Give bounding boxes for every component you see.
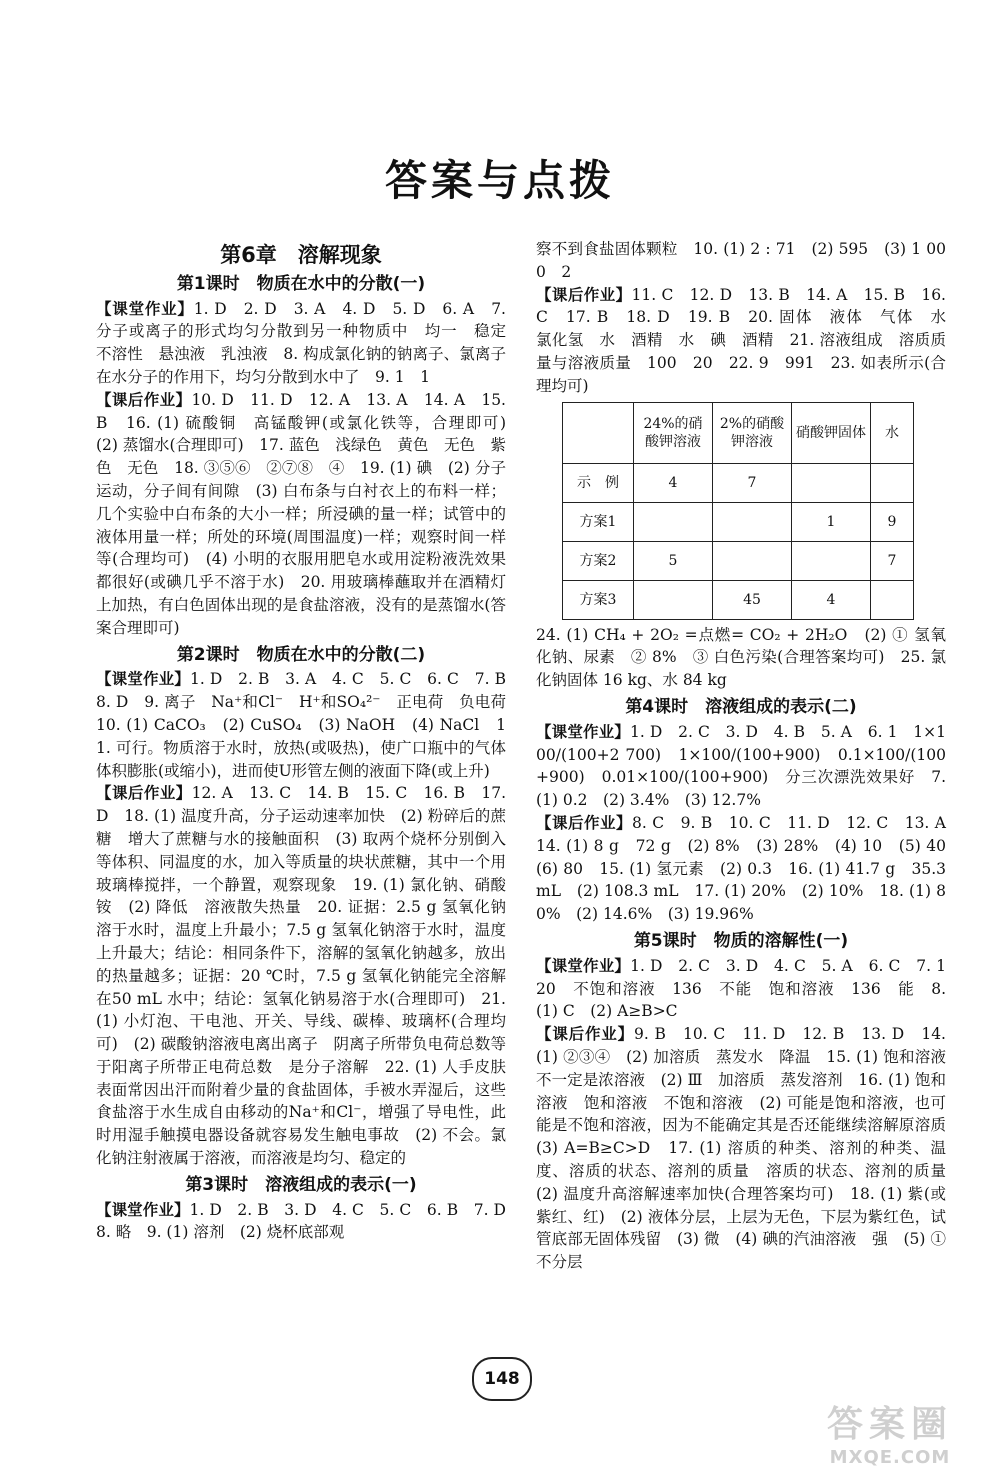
section-tag: 【课后作业】 bbox=[536, 813, 633, 832]
answer-text: 1. D 2. B 3. A 4. C 5. C 6. C 7. B 8. D 9. 离子 Na⁺和Cl⁻ H⁺和SO₄²⁻ 正电荷 负电荷 10. (1) CaCO₃ (2) CuSO₄ (3) NaOH (4) NaCl 11. 可行。物质溶于水时，放热(或吸热)，使广口瓶中的气体体积膨胀(或缩小)，进而使U形管左侧的液面下降(或上升) bbox=[96, 670, 522, 780]
table-header-cell bbox=[563, 402, 634, 463]
table-cell bbox=[871, 580, 914, 619]
table-cell bbox=[871, 463, 914, 502]
section-tag: 【课后作业】 bbox=[96, 784, 192, 803]
watermark-text: 答案圈 bbox=[826, 1404, 953, 1445]
table-header-cell: 水 bbox=[871, 402, 914, 463]
section-tag: 【课堂作业】 bbox=[96, 1200, 190, 1219]
answer-text: 10. D 11. D 12. A 13. A 14. A 15. B 16. (1) 硫酸铜 高锰酸钾(或氯化铁等，合理即可) (2) 蒸馏水(合理即可) 17. 蓝色 浅绿色 黄色 无色 紫色 无色 18. ③⑤⑥ ②⑦⑧ ④ 19. (1) 碘 (2) 分子运动，分子间有间隙 (3) 白布条与白衬衣上的布料一样；几个实验中白布条的大小一样；所浸碘的量一样；试管中的液体用量一样；所处的环境(周围温度)一样；观察时间一样等(合理均可) (4) 小明的衣服用肥皂水或用淀粉液洗效果都很好(或碘几乎不溶于水) 20. 用玻璃棒蘸取并在酒精灯上加热，有白色固体出现的是食盐溶液，没有的是蒸馏水(答案合理即可) bbox=[96, 390, 522, 637]
table-cell bbox=[634, 502, 713, 541]
section-tag: 【课后作业】 bbox=[536, 1025, 634, 1044]
answer-text: 1. D 2. C 3. D 4. C 5. A 6. C 7. 120 不饱和溶液 136 不能 饱和溶液 136 能 8. (1) C (2) A≥B>C bbox=[536, 956, 946, 1021]
table-cell: 7 bbox=[713, 463, 792, 502]
answer-paragraph: 察不到食盐固体颗粒 10. (1) 2 : 71 (2) 595 (3) 1 000 2 bbox=[536, 240, 946, 281]
table-cell bbox=[713, 502, 792, 541]
answer-paragraph bbox=[536, 284, 962, 398]
table-cell: 方案2 bbox=[563, 541, 634, 580]
section-tag: 【课堂作业】 bbox=[536, 722, 630, 741]
table-cell bbox=[713, 541, 792, 580]
answer-table bbox=[562, 402, 914, 620]
table-header-row bbox=[563, 402, 914, 463]
lesson-heading: 第4课时 溶液组成的表示(二) bbox=[625, 696, 857, 717]
answer-text: 1. D 2. B 3. D 4. C 5. C 6. B 7. D 8. 略 9. (1) 溶剂 (2) 烧杯底部观 bbox=[96, 1200, 522, 1242]
left-column bbox=[96, 238, 522, 1244]
answer-paragraph bbox=[536, 721, 946, 812]
table-cell: 方案3 bbox=[563, 580, 634, 619]
right-column bbox=[536, 238, 962, 1274]
table-header-cell: 24%的硝酸钾溶液 bbox=[634, 402, 713, 463]
table-row bbox=[563, 580, 914, 619]
section-tag: 【课堂作业】 bbox=[96, 299, 194, 318]
lesson-heading: 第1课时 物质在水中的分散(一) bbox=[176, 273, 426, 294]
answer-paragraph bbox=[536, 955, 946, 1023]
table-cell bbox=[634, 580, 713, 619]
table-cell: 1 bbox=[792, 502, 871, 541]
answer-paragraph bbox=[96, 782, 506, 1170]
answer-paragraph: 24. (1) CH₄ + 2O₂ =点燃= CO₂ + 2H₂O (2) ① 氢氧化钠、尿素 ② 8% ③ 白色污染(合理答案均可) 25. 氯化钠固体 16 kg、水 84 kg bbox=[536, 625, 947, 690]
answer-text: 11. C 12. D 13. B 14. A 15. B 16. C 17. B 18. D 19. B 20. 固体 液体 气体 水 氯化氢 水 酒精 水 碘 酒精 21. 溶液组成 溶质质量与溶液质量 100 20 22. 9 991 23. 如表所示(合理均可) bbox=[536, 285, 962, 395]
table-cell: 示 例 bbox=[563, 463, 634, 502]
table-row bbox=[563, 502, 914, 541]
watermark-logo bbox=[810, 1396, 970, 1468]
section-tag: 【课堂作业】 bbox=[96, 670, 190, 689]
answer-paragraph bbox=[96, 298, 522, 389]
table-cell: 4 bbox=[792, 580, 871, 619]
answer-text: 12. A 13. C 14. B 15. C 16. B 17. D 18. (1) 温度升高，分子运动速率加快 (2) 粉碎后的蔗糖 增大了蔗糖与水的接触面积 (3) 取两个烧杯分别倒入等体积、同温度的水，加入等质量的块状蔗糖，其中一个用玻璃棒搅拌，一个静置，观察现象 19. (1) 氯化钠、硝酸铵 (2) 降低 溶液散失热量 20. 证据：2.5 g 氢氧化钠溶于水时，温度上升最小；7.5 g 氢氧化钠溶于水时，温度上升最大；结论：相同条件下，溶解的氢氧化钠越多，放出的热量越多；证据：20 ℃时，7.5 g 氢氧化钠能完全溶解在50 mL 水中；结论：氢氧化钠易溶于水(合理即可) 21. (1) 小灯泡、干电池、开关、导线、碳棒、玻璃杯(合理均可) (2) 碳酸钠溶液电离出离子 阴离子所带负电荷总数等于阳离子所带正电荷总数 是分子溶解 22. (1) 人手皮肤表面常因出汗而附着少量的食盐固体，手被水弄湿后，这些食盐溶于水生成自由移动的Na⁺和Cl⁻，增强了导电性，此时用湿手触摸电器设备就容易发生触电事故 (2) 不会。氯化钠注射液属于溶液，而溶液是均匀、稳定的 bbox=[96, 784, 506, 1168]
answer-paragraph bbox=[536, 812, 962, 926]
table-cell: 4 bbox=[634, 463, 713, 502]
table-row bbox=[563, 463, 914, 502]
page-number: 148 bbox=[472, 1357, 532, 1401]
table-cell bbox=[792, 463, 871, 502]
section-tag: 【课后作业】 bbox=[96, 390, 192, 409]
table-header-cell: 硝酸钾固体 bbox=[792, 402, 871, 463]
answer-text: 8. C 9. B 10. C 11. D 12. C 13. A 14. (1) 8 g 72 g (2) 8% (3) 28% (4) 10 (5) 40 (6) 80 15. (1) 氢元素 (2) 0.3 16. (1) 41.7 g 35.3 mL (2) 108.3 mL 17. (1) 20% (2) 10% 18. (1) 80% (2) 14.6% (3) 19.96% bbox=[536, 813, 962, 924]
page-title: 答案与点拨 bbox=[384, 156, 615, 205]
watermark-url: MXQE.COM bbox=[829, 1447, 951, 1468]
table-cell: 7 bbox=[871, 541, 914, 580]
section-tag: 【课后作业】 bbox=[536, 285, 632, 304]
table-cell: 9 bbox=[871, 502, 914, 541]
answer-paragraph bbox=[96, 668, 522, 782]
answer-paragraph bbox=[536, 1023, 962, 1274]
table-cell: 45 bbox=[713, 580, 792, 619]
answer-paragraph bbox=[96, 389, 522, 640]
table-cell: 方案1 bbox=[563, 502, 634, 541]
answer-paragraph bbox=[96, 1199, 522, 1245]
answer-text: 9. B 10. C 11. D 12. B 13. D 14. (1) ②③④ (2) 加溶质 蒸发水 降温 15. (1) 饱和溶液不一定是浓溶液 (2) Ⅲ 加溶质 蒸发溶剂 16. (1) 饱和溶液 饱和溶液 不饱和溶液 (2) 可能是饱和溶液，也可能是不饱和溶液，因为不能确定其是否还能继续溶解原溶质 (3) A=B≥C>D 17. (1) 溶质的种类、溶剂的种类、温度、溶质的状态、溶剂的质量 溶质的状态、溶剂的质量 (2) 温度升高溶解速率加快(合理答案均可) 18. (1) 紫(或紫红、红) (2) 液体分层，上层为无色，下层为紫红色，试管底部无固体残留 (3) 微 (4) 碘的汽油溶液 强 (5) ① 不分层 bbox=[536, 1025, 962, 1272]
lesson-heading: 第2课时 物质在水中的分散(二) bbox=[176, 644, 426, 665]
table-cell bbox=[792, 541, 871, 580]
table-row bbox=[563, 541, 914, 580]
answer-text: 1. D 2. C 3. D 4. B 5. A 6. 1 1×100/(100+2 700) 1×100/(100+900) 0.1×100/(100+900) 0.01×100/(100+900) 分三次漂洗效果好 7. (1) 0.2 (2) 3.4% (3) 12.7% bbox=[536, 722, 946, 810]
answer-text: 1. D 2. D 3. A 4. D 5. D 6. A 7. 分子或离子的形式均匀分散到另一种物质中 均一 稳定 不溶性 悬浊液 乳浊液 8. 构成氯化钠的钠离子、氯离子在水分子的作用下，均匀分散到水中了 9. 1 1 bbox=[96, 299, 522, 386]
section-tag: 【课堂作业】 bbox=[536, 956, 631, 975]
table-cell: 5 bbox=[634, 541, 713, 580]
lesson-heading: 第3课时 溶液组成的表示(一) bbox=[185, 1174, 417, 1195]
lesson-heading: 第5课时 物质的溶解性(一) bbox=[633, 930, 849, 951]
chapter-heading: 第6章 溶解现象 bbox=[220, 243, 382, 267]
table-header-cell: 2%的硝酸钾溶液 bbox=[713, 402, 792, 463]
